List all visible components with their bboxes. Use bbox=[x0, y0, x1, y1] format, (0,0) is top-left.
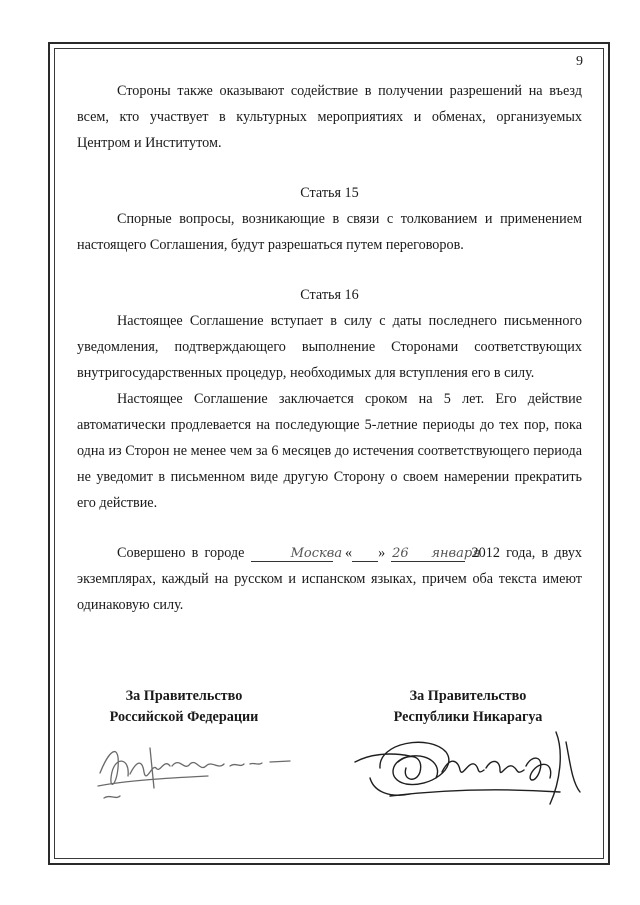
signatory-russia bbox=[64, 686, 304, 728]
signatory-russia-line2: Российской Федерации bbox=[109, 709, 259, 725]
document-body bbox=[77, 78, 582, 618]
page-number: 9 bbox=[576, 54, 583, 69]
month-handwritten: января bbox=[431, 546, 481, 561]
article-15-text: Спорные вопросы, возникающие в связи с толкованием и применением настоящего Соглашения, будут разрешаться путем переговоров. bbox=[77, 211, 582, 253]
day-handwritten: 26 bbox=[392, 546, 409, 561]
signatory-nicaragua-line2: Республики Никарагуа bbox=[393, 709, 543, 725]
closing-rest: в двух экземплярах, каждый на русском и испанском языках, причем оба текста имеют одинаковую силу. bbox=[77, 545, 583, 613]
quote-close: » bbox=[378, 545, 386, 561]
year-text: 2012 года, bbox=[471, 545, 536, 561]
quote-open: « bbox=[344, 545, 353, 561]
signatory-nicaragua-line1: За Правительство bbox=[409, 688, 527, 704]
city-blank bbox=[251, 545, 343, 562]
signature-nicaragua bbox=[350, 722, 600, 817]
article-16-paragraph-1: Настоящее Соглашение вступает в силу с даты последнего письменного уведомления, подтверждающего выполнение Сторонами соответствующих внутригосударственных процедур, необходимых для вступления его в силу. bbox=[77, 313, 582, 381]
paragraph-entry-permits: Стороны также оказывают содействие в получении разрешений на въезд всем, кто участвует в культурных мероприятиях и обменах, организуемых Центром и Институтом. bbox=[77, 83, 582, 151]
city-handwritten: Москва bbox=[290, 546, 343, 561]
article-16-heading: Статья 16 bbox=[300, 287, 359, 303]
month-blank bbox=[391, 545, 481, 562]
article-15-heading: Статья 15 bbox=[300, 185, 359, 201]
article-16-paragraph-2: Настоящее Соглашение заключается сроком на 5 лет. Его действие автоматически продлевается на последующие 5-летние периоды до тех пор, пока одна из Сторон не менее чем за 6 месяцев до истечения соответствующего периода не уведомит в письменном виде другую Сторону о своем намерении прекратить его действие. bbox=[77, 391, 582, 511]
signatory-russia-line1: За Правительство bbox=[125, 688, 243, 704]
closing-prefix: Совершено в городе bbox=[117, 545, 245, 561]
closing-paragraph bbox=[77, 540, 582, 618]
signature-russia bbox=[90, 728, 310, 808]
day-blank bbox=[352, 545, 409, 562]
